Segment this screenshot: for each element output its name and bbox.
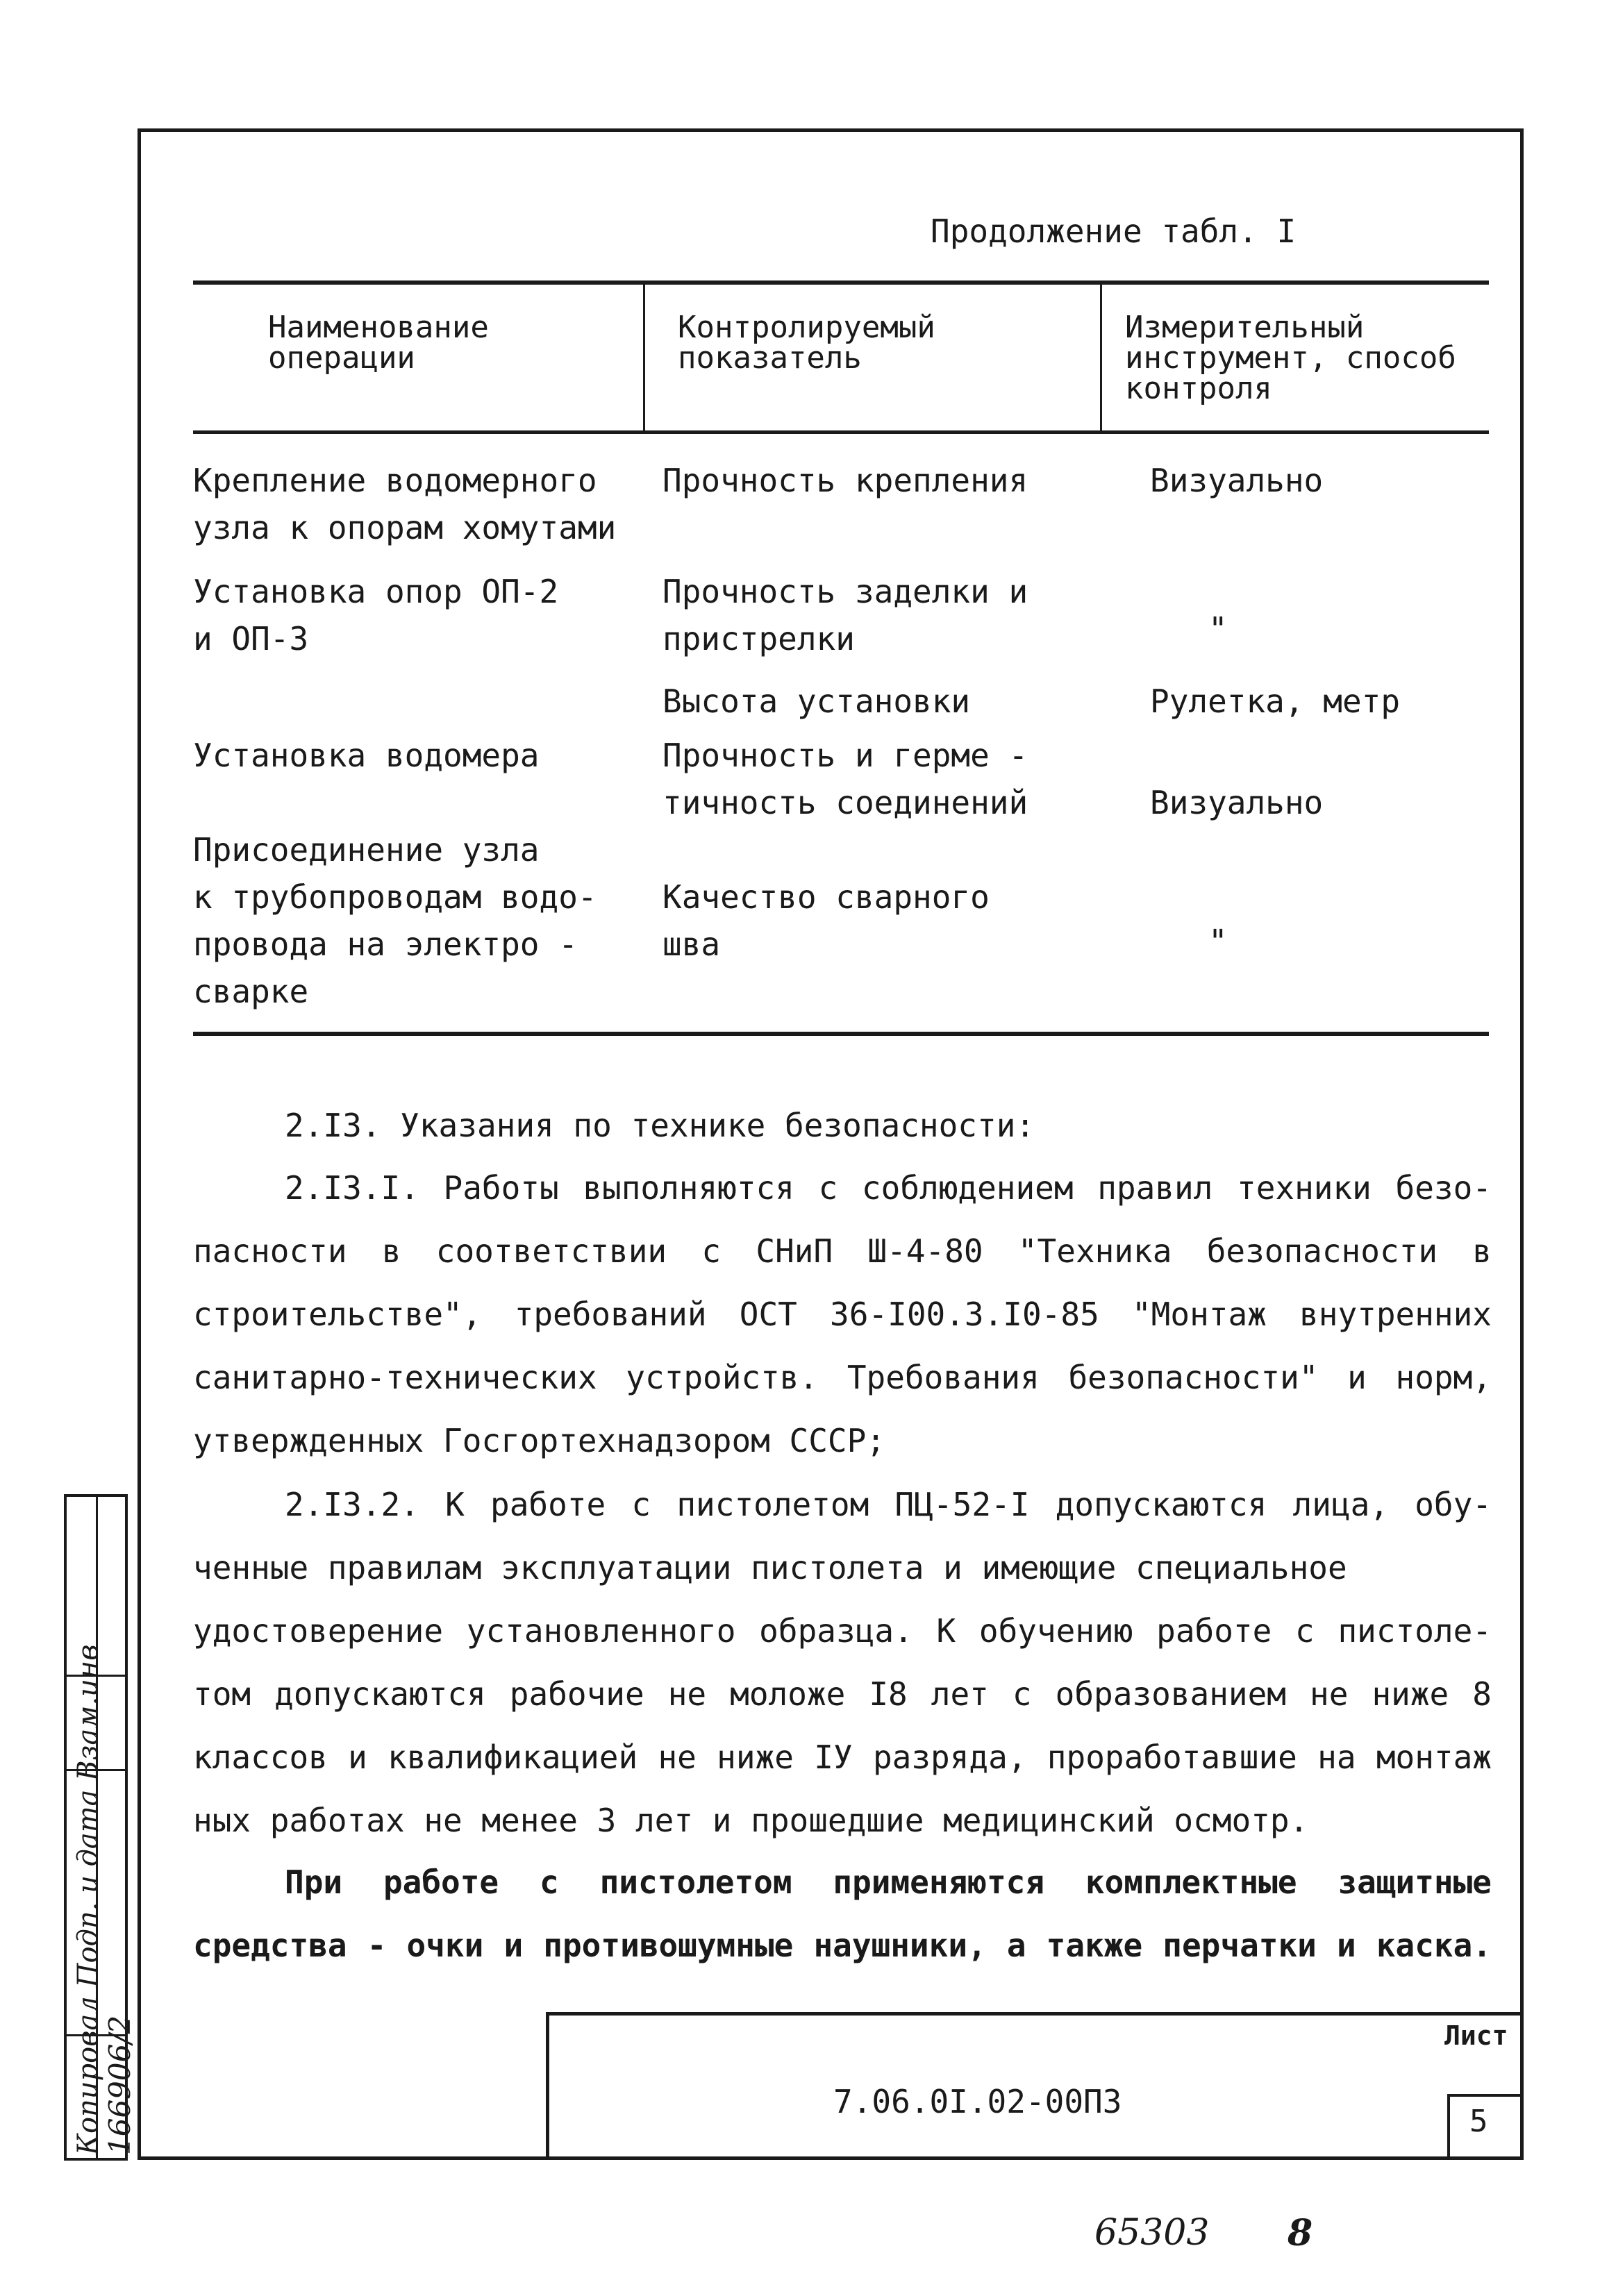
margin-stamp-inv-number: 166906/2 <box>103 2015 137 2155</box>
paragraph-line: 2.I3.I. Работы выполняются с соблюдением правил техники безо- <box>285 1169 1492 1207</box>
header-indicator: Контролируемый показатель <box>678 310 935 376</box>
table-row-2-operation: Установка опор ОП-2 и ОП-3 <box>193 573 559 657</box>
paragraph-line: строительстве", требований ОСТ 36-I00.3.I0-85 "Монтаж внутренних <box>193 1296 1492 1333</box>
header-tool: Измерительный инструмент, способ контроля <box>1125 310 1456 406</box>
table-row-4-operation: Установка водомера <box>193 737 540 774</box>
margin-stamp-text: Копировал Подп. и дата Взам.инв <box>72 1644 104 2155</box>
sheet-label: Лист <box>1444 2020 1508 2051</box>
paragraph-line: удостоверение установленного образца. К обучению работе с пистоле- <box>193 1612 1492 1650</box>
paragraph-protection <box>193 1851 1492 1977</box>
header-divider-1 <box>643 285 645 432</box>
paragraph-line: ченные правилам эксплуатации пистолета и имеющие специальное <box>193 1549 1347 1586</box>
table-row-5-tool: " <box>1208 923 1228 960</box>
header-divider-2 <box>1100 285 1102 432</box>
paragraph-line: том допускаются рабочие не моложе I8 лет с образованием не ниже 8 <box>193 1675 1492 1713</box>
table-row-5-operation: Присоединение узла к трубопроводам водо- провода на электро - сварке <box>193 831 597 1010</box>
paragraph-line: ных работах не менее 3 лет и прошедшие медицинский осмотр. <box>193 1802 1309 1839</box>
table-row-2-tool: " <box>1208 610 1228 648</box>
paragraph-line: утвержденных Госгортехнадзором СССР; <box>193 1422 885 1459</box>
table-row-2-indicator: Прочность заделки и пристрелки <box>662 573 1028 657</box>
table-row-3-tool: Рулетка, метр <box>1150 682 1401 720</box>
table-row-1-tool: Визуально <box>1150 462 1324 499</box>
table-row-4-tool: Визуально <box>1150 784 1324 821</box>
handwritten-number: 65303 <box>1094 2212 1210 2254</box>
table-top-rule <box>193 280 1489 285</box>
paragraph-line: средства - очки и противошумные наушники, а также перчатки и каска. <box>193 1927 1492 1964</box>
section-heading: 2.I3. Указания по технике безопасности: <box>285 1107 1035 1144</box>
paragraph-line: классов и квалификацией не ниже IУ разряда, проработавшие на монтаж <box>193 1738 1492 1776</box>
sheet-number: 5 <box>1469 2104 1488 2139</box>
table-bottom-rule <box>193 1032 1489 1036</box>
table-row-4-indicator: Прочность и герме - тичность соединений <box>662 737 1028 821</box>
document-code: 7.06.0I.02-00ПЗ <box>833 2083 1122 2120</box>
header-bottom-rule <box>193 430 1489 434</box>
header-operation: Наименование операции <box>268 310 489 376</box>
paragraph-2-13-2 <box>193 1473 1492 1852</box>
table-row-1-indicator: Прочность крепления <box>662 462 1028 499</box>
paragraph-line: 2.I3.2. К работе с пистолетом ПЦ-52-I допускаются лица, обу- <box>285 1486 1492 1523</box>
paragraph-2-13-1 <box>193 1157 1492 1473</box>
table-row-5-indicator: Качество сварного шва <box>662 878 990 963</box>
handwritten-page-number: 8 <box>1288 2212 1313 2254</box>
paragraph-line: санитарно-технических устройств. Требования безопасности" и норм, <box>193 1359 1492 1396</box>
paragraph-line: пасности в соответствии с СНиП Ш-4-80 "Техника безопасности в <box>193 1232 1492 1270</box>
paragraph-line: При работе с пистолетом применяются комплектные защитные <box>285 1863 1492 1901</box>
table-row-1-operation: Крепление водомерного узла к опорам хомутами <box>193 462 617 546</box>
table-row-3-indicator: Высота установки <box>662 682 971 720</box>
table-caption: Продолжение табл. I <box>931 212 1297 250</box>
